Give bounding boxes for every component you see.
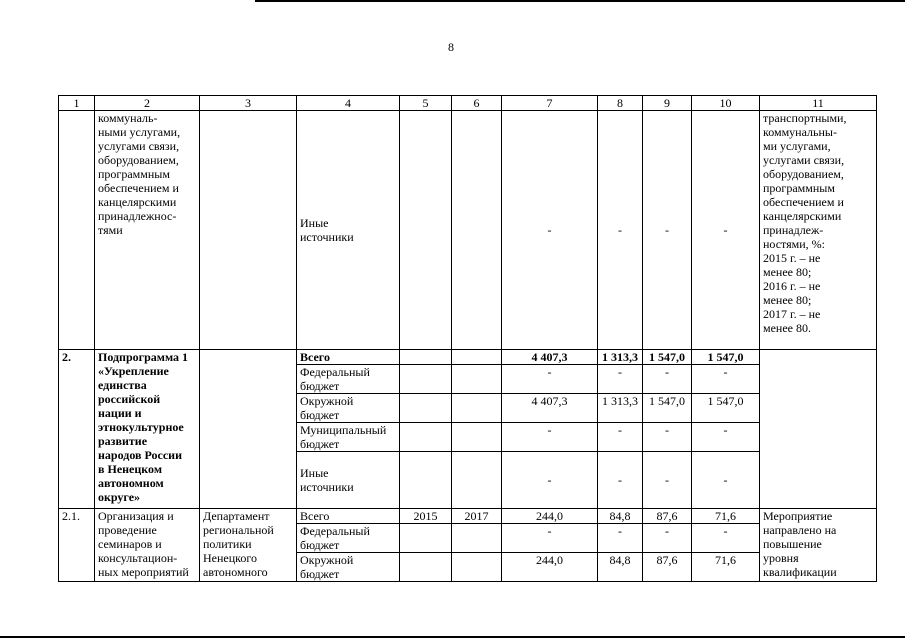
value-cell: 1 547,0 [692,394,760,423]
value-cell: - [598,111,643,350]
value-cell: - [643,423,692,452]
value-cell: 1 313,3 [598,394,643,423]
column-number: 2 [95,96,200,111]
value-cell: 1 313,3 [598,350,643,365]
column-number: 1 [59,96,95,111]
activity-name: Организация и проведение семинаров и консультацион- ных мероприятий [95,509,200,582]
column-number-row [59,96,877,111]
value-cell: - [692,423,760,452]
value-cell: - [692,365,760,394]
column-number: 6 [452,96,502,111]
value-cell: 1 547,0 [643,394,692,423]
table-row [59,350,877,365]
value-cell: - [598,524,643,553]
value-cell: - [502,423,598,452]
value-cell: 244,0 [502,509,598,524]
funding-source: Иные источники [297,452,400,509]
value-cell: - [598,423,643,452]
column-number: 3 [200,96,297,111]
value-cell: 84,8 [598,553,643,582]
value-cell: 4 407,3 [502,394,598,423]
table-row [59,111,877,350]
funding-source: Окружной бюджет [297,394,400,423]
page-number: 8 [448,40,454,54]
bottom-rule [0,636,905,638]
column-number: 4 [297,96,400,111]
table-row [59,509,877,524]
value-cell: 1 547,0 [643,350,692,365]
row-number: 2. [59,350,95,509]
value-cell: 87,6 [643,553,692,582]
funding-source: Федеральный бюджет [297,365,400,394]
funding-source: Всего [297,509,400,524]
column-number: 5 [400,96,452,111]
funding-source: Муниципальный бюджет [297,423,400,452]
funding-source: Иные источники [297,111,400,350]
value-cell: 1 547,0 [692,350,760,365]
program-table [58,95,877,582]
top-rule [255,0,905,2]
value-cell: - [692,524,760,553]
value-cell: - [692,452,760,509]
funding-source: Всего [297,350,400,365]
value-cell: 4 407,3 [502,350,598,365]
column-number: 9 [643,96,692,111]
value-cell: 71,6 [692,509,760,524]
column-number: 10 [692,96,760,111]
value-cell: - [502,452,598,509]
start-year: 2015 [400,509,452,524]
value-cell: - [598,365,643,394]
value-cell: - [502,111,598,350]
value-cell: - [502,524,598,553]
row-number: 2.1. [59,509,95,582]
value-cell: - [643,524,692,553]
subprogram-name: Подпрограмма 1 «Укрепление единства российской нации и этнокультурное развитие народов России в Ненецком автономном округе» [95,350,200,509]
value-cell: 84,8 [598,509,643,524]
value-cell: 71,6 [692,553,760,582]
value-cell: 87,6 [643,509,692,524]
end-year: 2017 [452,509,502,524]
value-cell: - [598,452,643,509]
column-number: 11 [760,96,877,111]
column-number: 7 [502,96,598,111]
value-cell: - [502,365,598,394]
funding-source: Федеральный бюджет [297,524,400,553]
value-cell: - [692,111,760,350]
activity-name: коммуналь- ными услугами, услугами связи, оборудованием, программным обеспечением и канцелярскими принадлежнос- тями [95,111,200,350]
expected-result: Мероприятие направлено на повышение уровня квалификации [760,509,877,582]
value-cell: - [643,365,692,394]
value-cell: - [643,452,692,509]
value-cell: 244,0 [502,553,598,582]
value-cell: - [643,111,692,350]
expected-result: транспортными, коммунальны- ми услугами, услугами связи, оборудованием, программным обеспечением и канцелярскими принадлеж- ностями, %: 2015 г. – не менее 80; 2016 г. – не менее 80; 2017 г. – не менее 80. [760,111,877,350]
funding-source: Окружной бюджет [297,553,400,582]
column-number: 8 [598,96,643,111]
executor: Департамент региональной политики Ненецкого автономного [200,509,297,582]
